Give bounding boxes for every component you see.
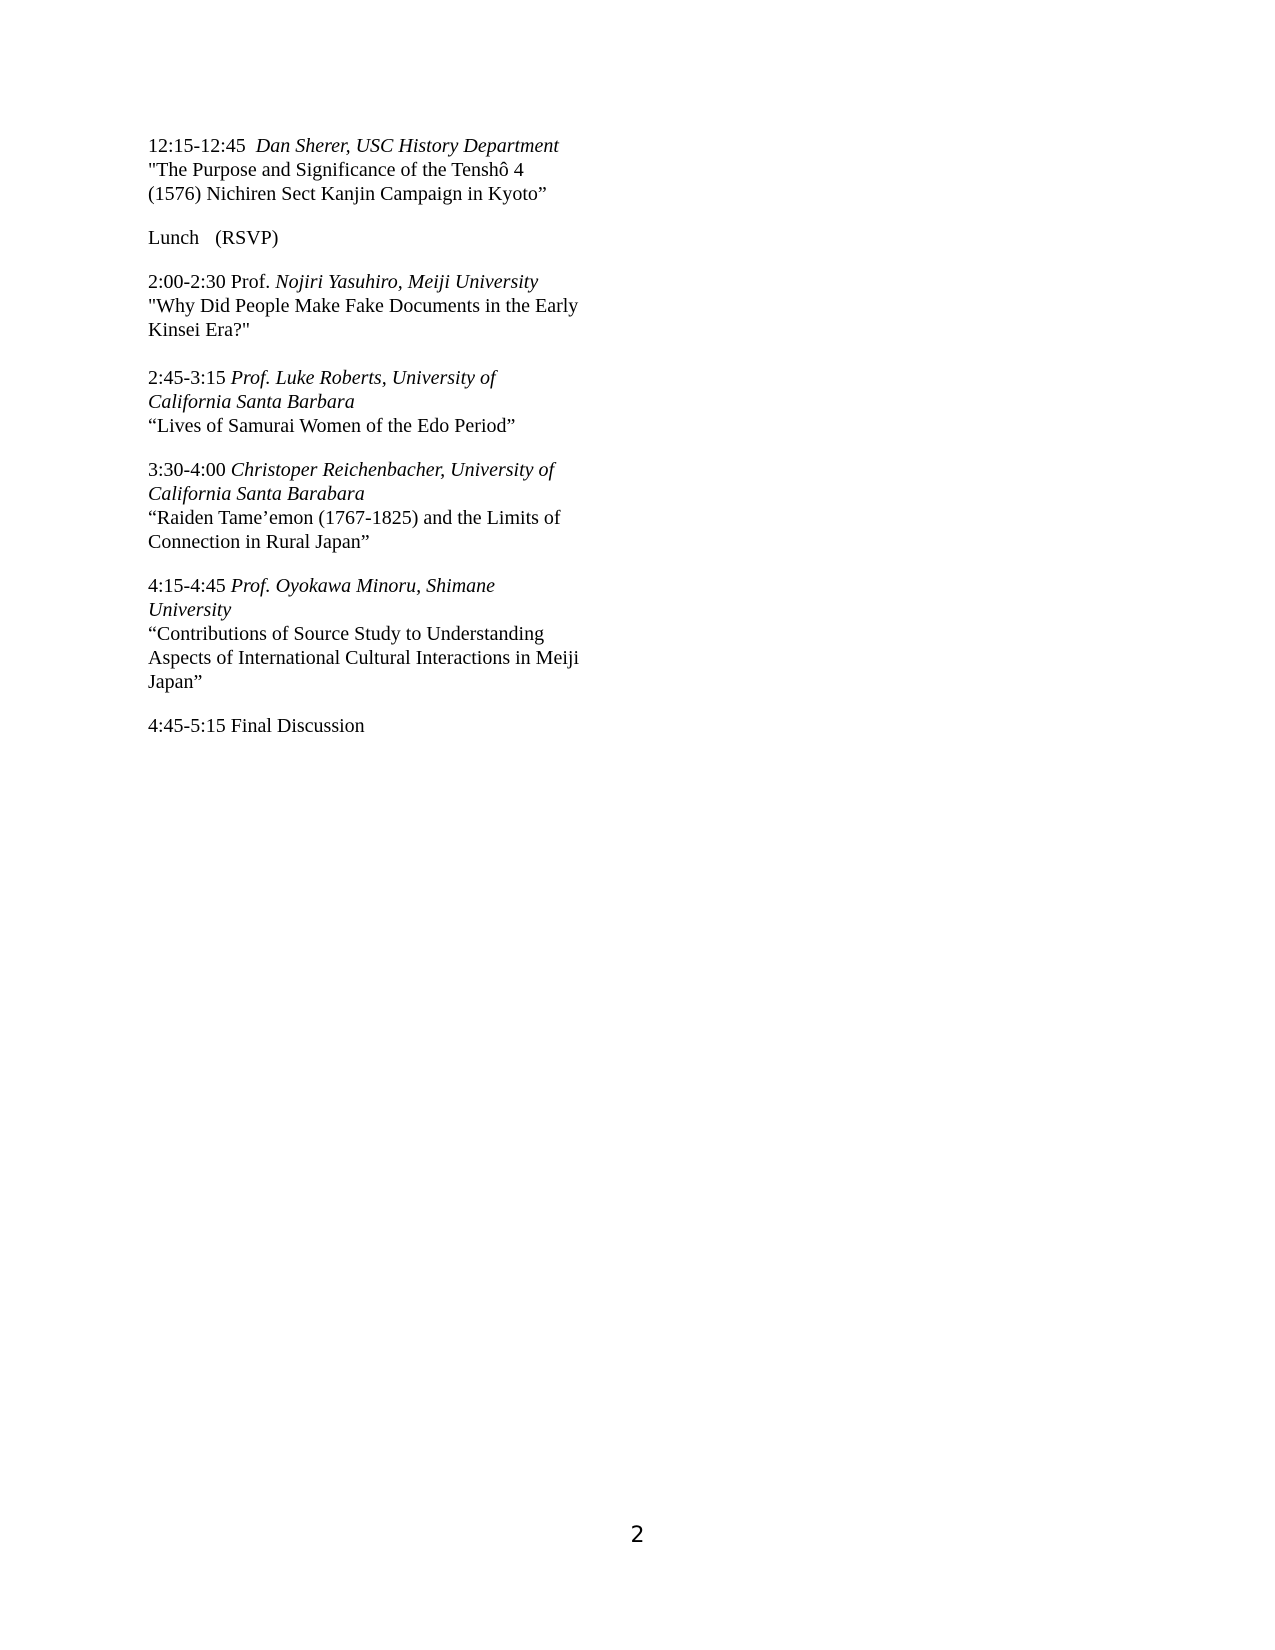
session-entry [148, 458, 628, 554]
lunch-note: (RSVP) [215, 227, 279, 249]
session-header [148, 366, 628, 390]
final-label: Final Discussion [230, 715, 365, 737]
session-title-line: "The Purpose and Significance of the Tenshô 4 [148, 159, 524, 181]
lunch-label: Lunch [148, 227, 200, 249]
session-entry [148, 270, 628, 342]
session-speaker: Christoper Reichenbacher, University of [230, 459, 555, 481]
schedule-column [148, 134, 628, 738]
session-entry [148, 366, 628, 438]
session-title-line: Connection in Rural Japan” [148, 531, 370, 553]
session-entry [148, 134, 628, 206]
session-header [148, 458, 628, 482]
session-time: 4:15-4:45 [148, 575, 226, 597]
page-number: 2 [630, 1523, 645, 1548]
session-time: 2:45-3:15 [148, 367, 226, 389]
session-speaker: Prof. Luke Roberts, University of [230, 367, 496, 389]
session-time: 2:00-2:30 [148, 271, 226, 293]
session-time: 12:15-12:45 [148, 135, 246, 157]
session-speaker-line: California Santa Barbara [148, 391, 355, 413]
session-title-line: Japan” [148, 671, 203, 693]
session-header [148, 134, 628, 158]
session-prefix: Prof. [230, 271, 271, 293]
session-title-line: “Raiden Tame’emon (1767-1825) and the Limits of [148, 507, 561, 529]
session-title-line: (1576) Nichiren Sect Kanjin Campaign in Kyoto” [148, 183, 547, 205]
session-title-line: "Why Did People Make Fake Documents in the Early [148, 295, 579, 317]
session-speaker-line: University [148, 599, 232, 621]
session-title-line: “Lives of Samurai Women of the Edo Period” [148, 415, 516, 437]
session-header [148, 270, 628, 294]
session-speaker: Nojiri Yasuhiro, Meiji University [275, 271, 539, 293]
lunch-entry [148, 226, 628, 250]
session-speaker: Dan Sherer, USC History Department [255, 135, 559, 157]
session-title-line: Aspects of International Cultural Interactions in Meiji [148, 647, 579, 669]
session-time: 3:30-4:00 [148, 459, 226, 481]
session-speaker-line: California Santa Barabara [148, 483, 365, 505]
final-discussion-entry [148, 714, 628, 738]
session-title-line: “Contributions of Source Study to Understanding [148, 623, 545, 645]
session-header [148, 574, 628, 598]
session-entry [148, 574, 628, 694]
session-title-line: Kinsei Era?" [148, 319, 251, 341]
session-speaker: Prof. Oyokawa Minoru, Shimane [230, 575, 496, 597]
final-time: 4:45-5:15 [148, 715, 226, 737]
